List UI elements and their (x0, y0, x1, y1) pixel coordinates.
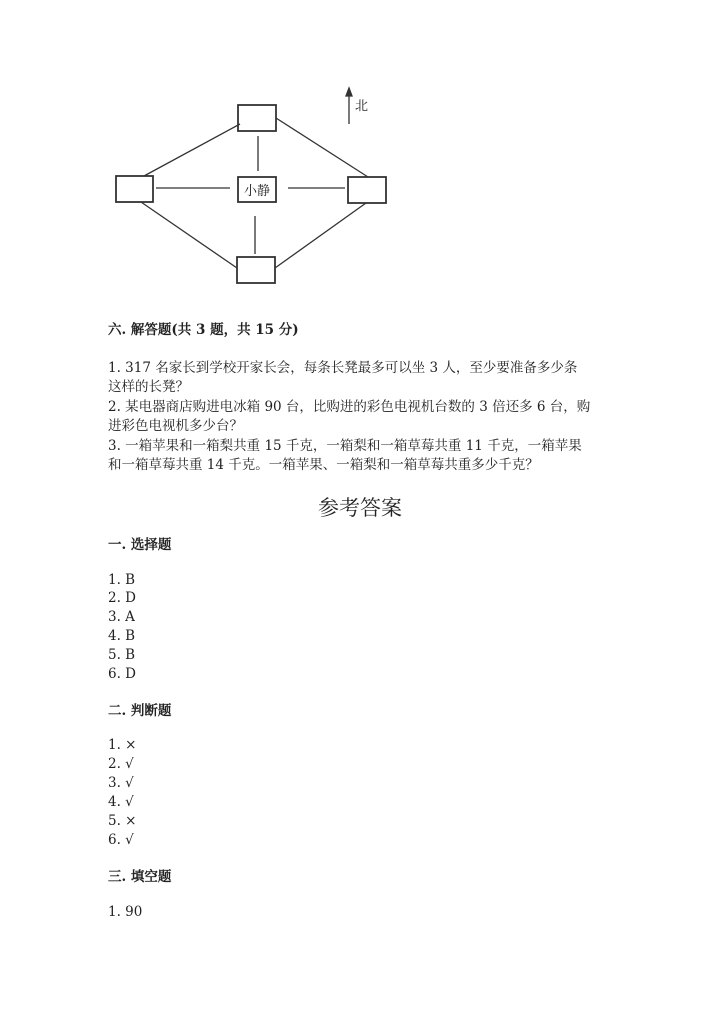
box-east (348, 177, 386, 203)
answer-item: 3. A (108, 609, 135, 625)
answer-item: 5. B (108, 647, 136, 663)
box-west (116, 176, 153, 202)
north-arrow-head-icon (346, 88, 352, 96)
answer-item: 6. √ (108, 832, 134, 848)
answer-item: 2. √ (108, 756, 134, 772)
answer-item: 3. √ (108, 775, 134, 791)
s1-heading: 一. 选择题 (108, 537, 172, 553)
center-label: 小静 (243, 184, 271, 199)
answer-item: 1. B (108, 572, 136, 588)
question-line: 和一箱草莓共重 14 千克。一箱苹果、一箱梨和一箱草莓共重多少千克？ (108, 457, 539, 473)
s3-heading: 三. 填空题 (108, 869, 172, 885)
answer-item: 5. × (108, 813, 137, 829)
s2-heading: 二. 判断题 (108, 703, 172, 719)
answer-item: 4. √ (108, 794, 134, 810)
edge (141, 202, 237, 268)
question-line: 这样的长凳？ (108, 379, 189, 395)
answers-title: 参考答案 (318, 496, 402, 520)
question-line: 2. 某电器商店购进电冰箱 90 台，比购进的彩色电视机台数的 3 倍还多 6 台，购 (108, 399, 591, 415)
direction-diagram (0, 0, 720, 300)
box-south (237, 257, 275, 283)
edge (276, 118, 368, 177)
box-north (238, 105, 276, 131)
answer-item: 1. 90 (108, 904, 143, 920)
question-line: 3. 一箱苹果和一箱梨共重 15 千克，一箱梨和一箱草莓共重 11 千克，一箱苹果 (108, 438, 582, 454)
question-line: 进彩色电视机多少台？ (108, 418, 243, 434)
question-line: 1. 317 名家长到学校开家长会，每条长凳最多可以坐 3 人，至少要准备多少条 (108, 360, 578, 376)
answer-item: 4. B (108, 628, 136, 644)
section6-heading: 六. 解答题(共 3 题，共 15 分) (108, 322, 299, 338)
answer-item: 2. D (108, 590, 136, 606)
edge (144, 124, 240, 176)
answer-item: 6. D (108, 666, 136, 682)
answer-item: 1. × (108, 737, 137, 753)
north-label: 北 (355, 99, 369, 114)
edge (275, 203, 366, 268)
